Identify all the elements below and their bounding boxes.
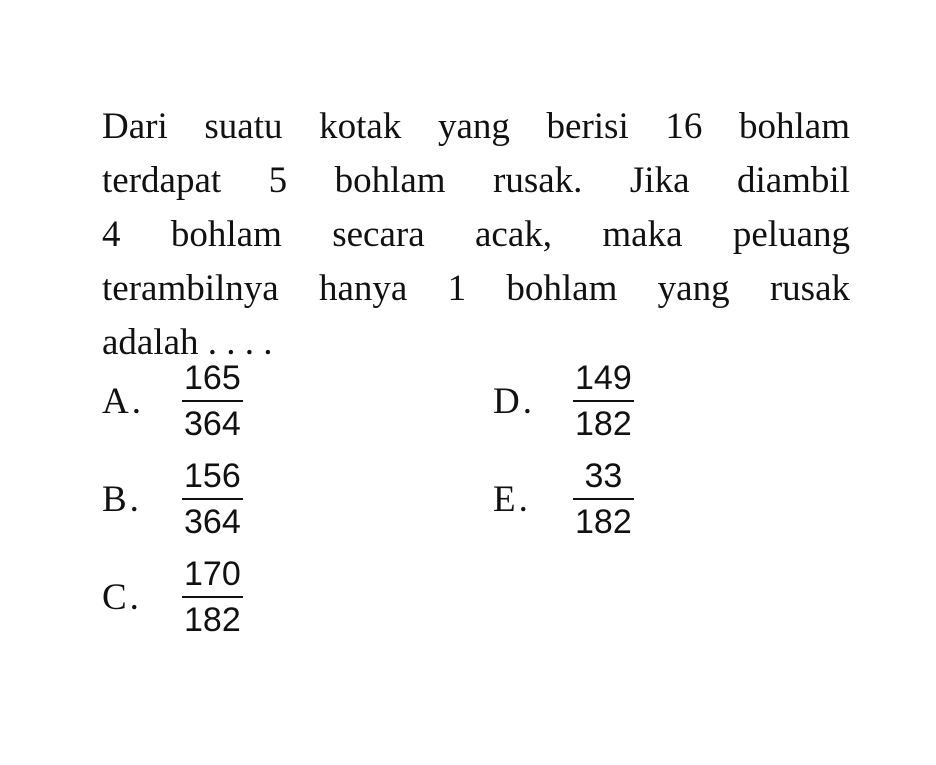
option-a-fraction: [182, 358, 243, 444]
option-b[interactable]: [102, 456, 243, 542]
option-c-fraction: [182, 554, 243, 640]
option-b-denominator: 364: [184, 503, 241, 541]
option-e-letter: E.: [493, 478, 531, 520]
option-a-denominator: 364: [184, 405, 241, 443]
option-e-fraction: [573, 456, 634, 542]
option-d-denominator: 182: [575, 405, 632, 443]
option-e[interactable]: [493, 456, 634, 542]
question-line-2: terdapat 5 bohlam rusak. Jika diambil: [102, 160, 850, 201]
option-c-denominator: 182: [184, 601, 241, 639]
option-c-letter: C.: [102, 576, 142, 618]
option-c-numerator: 170: [184, 555, 241, 593]
option-d-numerator: 149: [575, 359, 632, 397]
option-d-letter: D.: [493, 380, 535, 422]
option-a-numerator: 165: [184, 359, 241, 397]
option-b-numerator: 156: [184, 457, 241, 495]
option-a[interactable]: [102, 358, 243, 444]
option-b-letter: B.: [102, 478, 142, 520]
option-b-fraction: [182, 456, 243, 542]
option-e-numerator: 33: [584, 457, 623, 495]
question-line-4: terambilnya hanya 1 bohlam yang rusak: [102, 268, 850, 309]
question-text: [102, 100, 850, 370]
option-e-denominator: 182: [575, 503, 632, 541]
option-c[interactable]: [102, 554, 243, 640]
question-line-1: Dari suatu kotak yang berisi 16 bohlam: [102, 106, 850, 147]
option-d-fraction: [573, 358, 634, 444]
option-a-letter: A.: [102, 380, 144, 422]
question-line-5: adalah . . . .: [102, 322, 273, 363]
question-line-3: 4 bohlam secara acak, maka peluang: [102, 214, 850, 255]
option-d[interactable]: [493, 358, 634, 444]
